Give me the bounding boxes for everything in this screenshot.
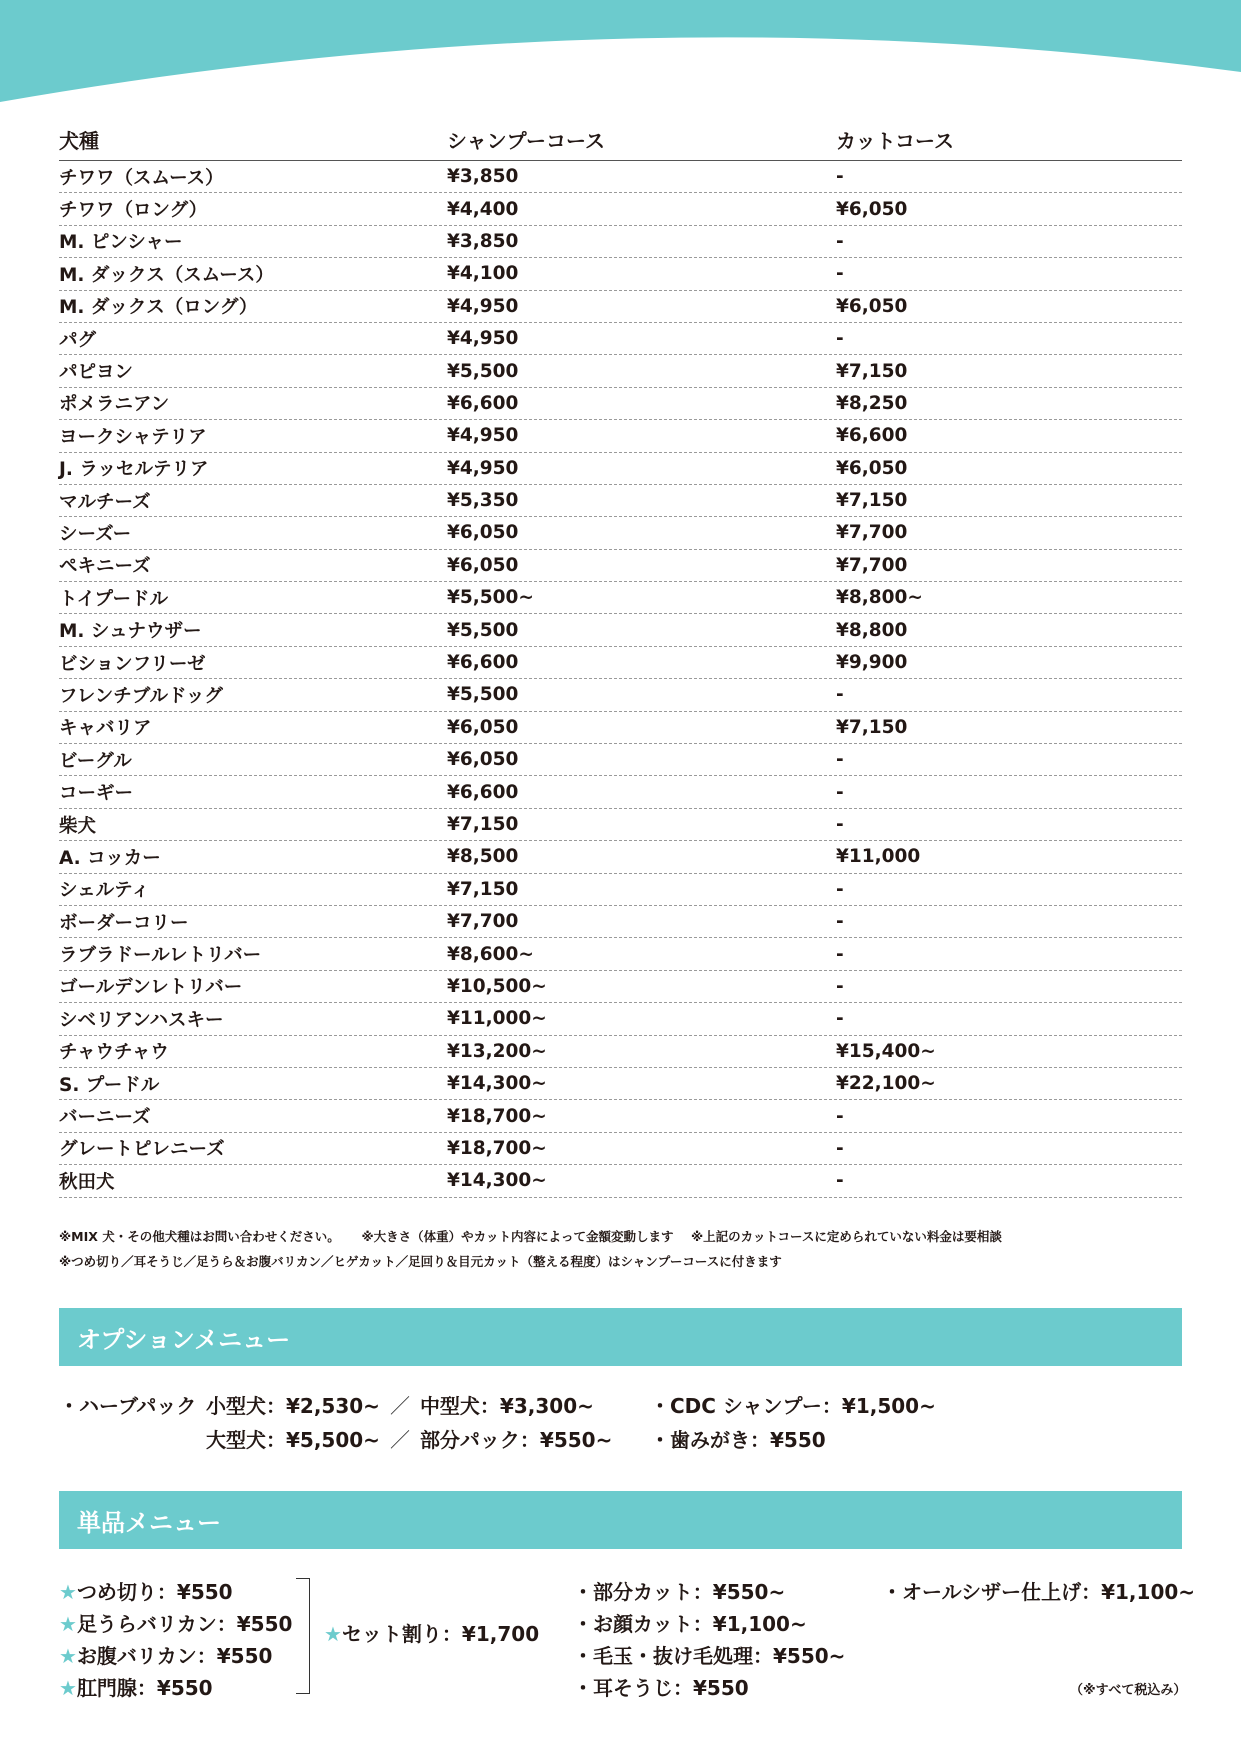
header-breed: 犬種: [59, 128, 99, 153]
table-body: [59, 161, 1182, 1198]
shampoo-price-cell: ¥5,500: [447, 684, 519, 706]
breed-cell: パピヨン: [59, 362, 134, 384]
shampoo-price-cell: ¥18,700~: [447, 1137, 547, 1159]
shampoo-price-cell: ¥5,500~: [447, 587, 534, 609]
shampoo-price-cell: ¥6,600: [447, 652, 519, 674]
cut-price-cell: ¥7,150: [836, 360, 908, 382]
starred-item: [59, 1608, 292, 1637]
breed-cell: バーニーズ: [59, 1107, 151, 1129]
breed-cell: M. シュナウザー: [59, 621, 202, 643]
breed-cell: キャバリア: [59, 718, 152, 740]
cut-price-cell: ¥22,100~: [836, 1073, 936, 1095]
note-consult: ※上記のカットコースに定められていない料金は要相談: [690, 1229, 1002, 1244]
herb-pack-small-medium: [206, 1390, 594, 1419]
herb-pack-large-partial: [206, 1424, 612, 1453]
shampoo-price-cell: ¥14,300~: [447, 1170, 547, 1192]
star-icon: ★: [324, 1622, 342, 1646]
breed-cell: グレートピレニーズ: [59, 1139, 225, 1161]
table-row: [59, 193, 1182, 225]
cut-price-cell: ¥15,400~: [836, 1040, 936, 1062]
starred-item: [59, 1672, 213, 1701]
table-row: [59, 226, 1182, 258]
shampoo-price-cell: ¥7,150: [447, 814, 519, 835]
price-table: [59, 118, 1182, 1198]
table-row: [59, 679, 1182, 711]
breed-cell: M. ダックス（ロング）: [59, 297, 258, 319]
table-header: [59, 118, 1182, 161]
table-row: [59, 388, 1182, 420]
shampoo-price-cell: ¥3,850: [447, 166, 519, 188]
shampoo-price-cell: ¥4,950: [447, 457, 519, 479]
single-item: ・耳そうじ：¥550: [573, 1676, 749, 1700]
shampoo-price-cell: ¥5,500: [447, 619, 519, 641]
cut-price-cell: -: [836, 878, 844, 900]
cut-price-cell: ¥9,900: [836, 652, 908, 674]
herb-medium: 中型犬：¥3,300~: [419, 1394, 594, 1418]
table-row: [59, 712, 1182, 744]
cut-price-cell: ¥6,050: [836, 295, 908, 317]
table-row: [59, 485, 1182, 517]
cut-price-cell: -: [836, 328, 844, 350]
cut-price-cell: -: [836, 1008, 844, 1030]
shampoo-price-cell: ¥6,050: [447, 554, 519, 576]
table-row: [59, 647, 1182, 679]
starred-item: [59, 1640, 272, 1669]
herb-large: 大型犬：¥5,500~: [206, 1428, 380, 1452]
shampoo-price-cell: ¥10,500~: [447, 975, 547, 997]
shampoo-price-cell: ¥4,400: [447, 198, 519, 220]
table-row: [59, 550, 1182, 582]
table-row: [59, 1003, 1182, 1035]
shampoo-price-cell: ¥8,500: [447, 846, 519, 868]
table-row: [59, 258, 1182, 290]
shampoo-price-cell: ¥8,600~: [447, 943, 534, 965]
table-row: [59, 906, 1182, 938]
herb-pack-label: ・ハーブパック: [59, 1394, 197, 1418]
cut-price-cell: ¥7,150: [836, 716, 908, 738]
cut-price-cell: -: [836, 814, 844, 835]
cut-price-cell: ¥8,250: [836, 392, 908, 414]
breed-cell: J. ラッセルテリア: [59, 459, 209, 481]
shampoo-price-cell: ¥6,600: [447, 392, 519, 414]
star-icon: ★: [59, 1612, 77, 1636]
starred-item: [59, 1576, 233, 1605]
separator: ／: [389, 1428, 410, 1452]
cut-price-cell: -: [836, 684, 844, 706]
table-row: [59, 841, 1182, 873]
shampoo-price-cell: ¥11,000~: [447, 1008, 547, 1030]
cut-price-cell: -: [836, 1105, 844, 1127]
single-menu-section-title: 単品メニュー: [59, 1491, 1182, 1549]
cut-price-cell: ¥7,700: [836, 522, 908, 544]
cut-price-cell: ¥6,050: [836, 198, 908, 220]
table-row: [59, 809, 1182, 841]
cut-price-cell: ¥8,800: [836, 619, 908, 641]
breed-cell: コーギー: [59, 783, 134, 805]
table-row: [59, 161, 1182, 193]
breed-cell: 秋田犬: [59, 1171, 115, 1193]
table-row: [59, 453, 1182, 485]
option-cdc-shampoo: ・CDC シャンプー：¥1,500~: [650, 1394, 936, 1418]
cut-price-cell: -: [836, 263, 844, 285]
table-row: [59, 744, 1182, 776]
breed-cell: フレンチブルドッグ: [59, 685, 223, 707]
shampoo-price-cell: ¥6,050: [447, 749, 519, 771]
cut-price-cell: -: [836, 781, 844, 803]
shampoo-price-cell: ¥6,050: [447, 716, 519, 738]
set-discount-label: セット割り：¥1,700: [341, 1622, 540, 1646]
table-row: [59, 291, 1182, 323]
table-notes: [59, 1224, 1002, 1274]
shampoo-price-cell: ¥4,100: [447, 263, 519, 285]
breed-cell: シーズー: [59, 523, 132, 545]
shampoo-price-cell: ¥7,150: [447, 878, 519, 900]
starred-item-label: 肛門腺：¥550: [76, 1676, 213, 1700]
set-bracket: [296, 1578, 310, 1694]
header-shampoo-course: シャンプーコース: [447, 128, 605, 153]
table-row: [59, 874, 1182, 906]
table-row: [59, 1133, 1182, 1165]
cut-price-cell: ¥11,000: [836, 846, 921, 868]
note-size: ※大きさ（体重）やカット内容によって金額変動します: [361, 1229, 674, 1244]
shampoo-price-cell: ¥18,700~: [447, 1105, 547, 1127]
star-icon: ★: [59, 1580, 77, 1604]
breed-cell: M. ピンシャー: [59, 232, 183, 254]
cut-price-cell: -: [836, 749, 844, 771]
breed-cell: チャウチャウ: [59, 1042, 169, 1064]
note-mix: ※MIX 犬・その他犬種はお問い合わせください。: [59, 1229, 340, 1244]
breed-cell: ゴールデンレトリバー: [59, 977, 243, 999]
breed-cell: シェルティ: [59, 880, 150, 902]
tax-note: （※すべて税込み）: [1070, 1683, 1187, 1698]
cut-price-cell: ¥7,150: [836, 490, 908, 512]
table-row: [59, 971, 1182, 1003]
breed-cell: パグ: [59, 329, 97, 351]
separator: ／: [389, 1394, 410, 1418]
breed-cell: シベリアンハスキー: [59, 1009, 224, 1031]
breed-cell: A. コッカー: [59, 847, 161, 869]
cut-price-cell: -: [836, 166, 844, 188]
option-teeth-brushing: ・歯みがき：¥550: [650, 1428, 826, 1452]
cut-price-cell: -: [836, 1170, 844, 1192]
table-row: [59, 420, 1182, 452]
cut-price-cell: -: [836, 1137, 844, 1159]
breed-cell: ペキニーズ: [59, 556, 151, 578]
breed-cell: マルチーズ: [59, 491, 151, 513]
header-wave: [0, 0, 1241, 110]
cut-price-cell: ¥7,700: [836, 554, 908, 576]
star-icon: ★: [59, 1676, 77, 1700]
breed-cell: ボーダーコリー: [59, 912, 189, 934]
breed-cell: ポメラニアン: [59, 394, 170, 416]
breed-cell: 柴犬: [59, 815, 97, 837]
starred-item-label: お腹バリカン：¥550: [76, 1644, 273, 1668]
shampoo-price-cell: ¥5,500: [447, 360, 519, 382]
table-row: [59, 355, 1182, 387]
table-row: [59, 938, 1182, 970]
shampoo-price-cell: ¥13,200~: [447, 1040, 547, 1062]
single-item: ・お顔カット：¥1,100~: [573, 1612, 807, 1636]
breed-cell: チワワ（ロング）: [59, 200, 208, 222]
notes-line-1: [59, 1224, 1002, 1249]
shampoo-price-cell: ¥14,300~: [447, 1073, 547, 1095]
table-row: [59, 517, 1182, 549]
cut-price-cell: -: [836, 230, 844, 252]
herb-partial: 部分パック：¥550~: [419, 1428, 613, 1452]
table-row: [59, 1100, 1182, 1132]
breed-cell: S. プードル: [59, 1074, 160, 1096]
breed-cell: ヨークシャテリア: [59, 426, 207, 448]
table-row: [59, 1165, 1182, 1197]
breed-cell: ラブラドールレトリバー: [59, 945, 262, 967]
table-row: [59, 1068, 1182, 1100]
shampoo-price-cell: ¥4,950: [447, 328, 519, 350]
options-section-title: オプションメニュー: [59, 1308, 1182, 1366]
breed-cell: ビーグル: [59, 750, 132, 772]
shampoo-price-cell: ¥3,850: [447, 230, 519, 252]
cut-price-cell: -: [836, 975, 844, 997]
breed-cell: ビションフリーゼ: [59, 653, 206, 675]
starred-item-label: つめ切り：¥550: [76, 1580, 233, 1604]
table-row: [59, 323, 1182, 355]
table-row: [59, 776, 1182, 808]
single-item: ・毛玉・抜け毛処理：¥550~: [573, 1644, 846, 1668]
all-scissor-finish: ・オールシザー仕上げ：¥1,100~: [882, 1580, 1196, 1604]
set-discount: [324, 1618, 539, 1647]
cut-price-cell: -: [836, 943, 844, 965]
breed-cell: トイプードル: [59, 588, 168, 610]
star-icon: ★: [59, 1644, 77, 1668]
shampoo-price-cell: ¥4,950: [447, 295, 519, 317]
shampoo-price-cell: ¥5,350: [447, 490, 519, 512]
single-item: ・部分カット：¥550~: [573, 1580, 786, 1604]
table-row: [59, 614, 1182, 646]
starred-item-label: 足うらバリカン：¥550: [76, 1612, 293, 1636]
table-row: [59, 1036, 1182, 1068]
shampoo-price-cell: ¥4,950: [447, 425, 519, 447]
shampoo-price-cell: ¥6,600: [447, 781, 519, 803]
breed-cell: M. ダックス（スムース）: [59, 264, 274, 286]
header-cut-course: カットコース: [836, 128, 954, 153]
cut-price-cell: ¥6,600: [836, 425, 908, 447]
shampoo-price-cell: ¥7,700: [447, 911, 519, 933]
cut-price-cell: ¥6,050: [836, 457, 908, 479]
notes-line-2: ※つめ切り／耳そうじ／足うら＆お腹バリカン／ヒゲカット／足回り＆目元カット（整える程度）はシャンプーコースに付きます: [59, 1254, 782, 1269]
cut-price-cell: ¥8,800~: [836, 587, 923, 609]
cut-price-cell: -: [836, 911, 844, 933]
shampoo-price-cell: ¥6,050: [447, 522, 519, 544]
herb-small: 小型犬：¥2,530~: [206, 1394, 380, 1418]
breed-cell: チワワ（スムース）: [59, 167, 224, 189]
table-row: [59, 582, 1182, 614]
